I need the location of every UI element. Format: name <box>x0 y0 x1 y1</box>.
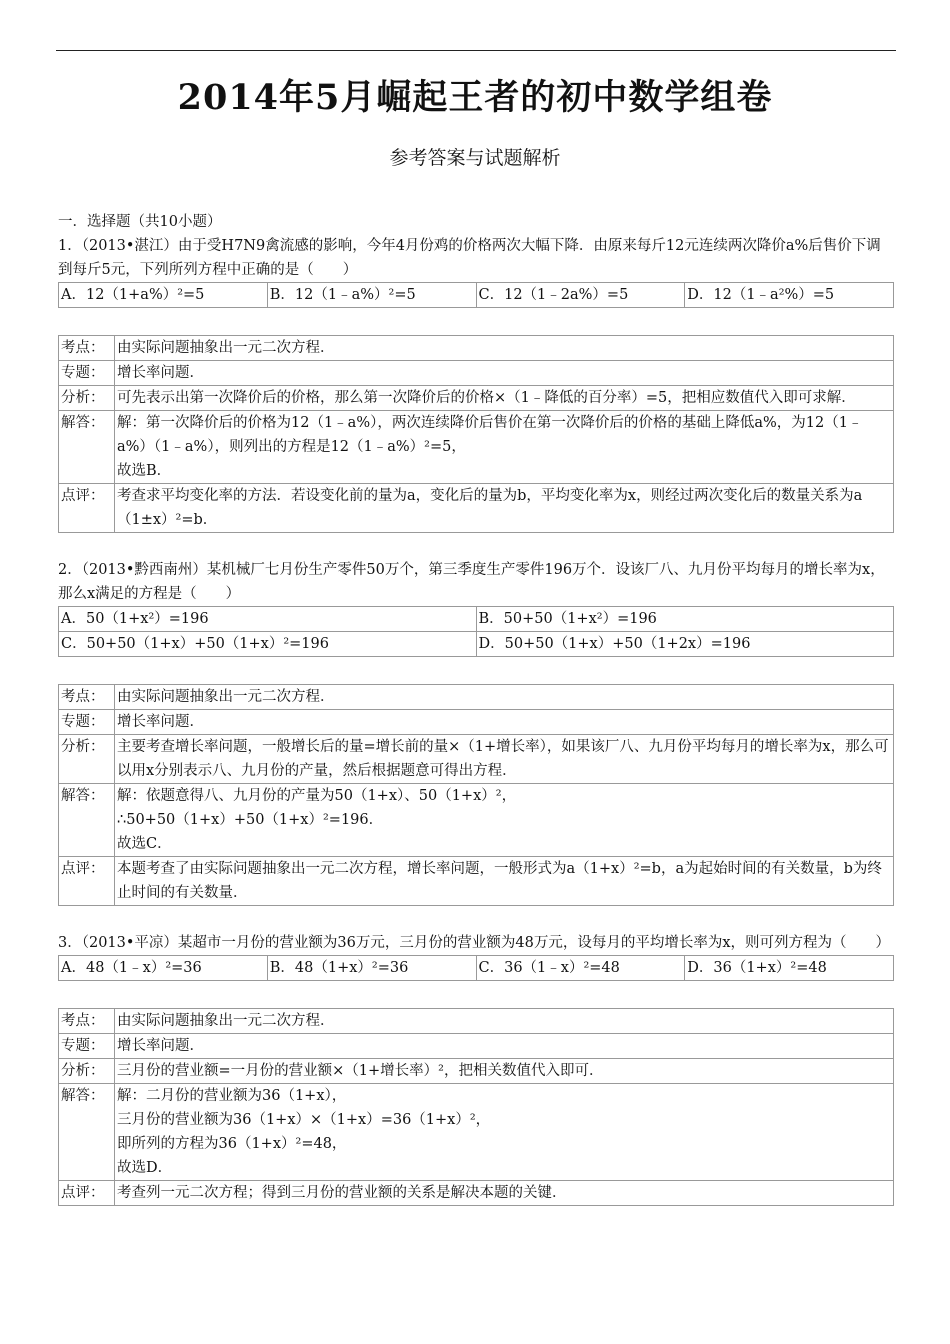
option-c: C．36（1﹣x）²=48 <box>476 956 685 981</box>
jieda-line: 故选B． <box>117 463 172 479</box>
option-c: C．12（1﹣2a%）=5 <box>476 283 685 308</box>
section-heading: 一．选择题（共10小题） <box>58 214 222 230</box>
value-zhuanti: 增长率问题． <box>115 710 894 735</box>
document-body <box>58 210 894 1206</box>
label-jieda: 解答： <box>59 784 115 857</box>
label-fenxi: 分析： <box>59 735 115 784</box>
label-zhuanti: 专题： <box>59 1034 115 1059</box>
value-fenxi: 可先表示出第一次降价后的价格，那么第一次降价后的价格×（1﹣降低的百分率）=5，把相应数值代入即可求解． <box>115 386 894 411</box>
jieda-line: 即所列的方程为36（1+x）²=48， <box>117 1136 347 1152</box>
jieda-line: 故选C． <box>117 836 172 852</box>
option-d: D．36（1+x）²=48 <box>685 956 894 981</box>
label-jieda: 解答： <box>59 1084 115 1181</box>
value-fenxi: 三月份的营业额=一月份的营业额×（1+增长率）²，把相关数值代入即可． <box>115 1059 894 1084</box>
option-c: C．50+50（1+x）+50（1+x）²=196 <box>59 632 477 657</box>
question-3-options <box>58 955 894 981</box>
jieda-line: 三月份的营业额为36（1+x）×（1+x）=36（1+x）²， <box>117 1112 491 1128</box>
value-kaodian: 由实际问题抽象出一元二次方程． <box>115 1009 894 1034</box>
value-dianping: 考查求平均变化率的方法．若设变化前的量为a，变化后的量为b，平均变化率为x，则经过两次变化后的数量关系为a（1±x）²=b． <box>115 484 894 533</box>
label-kaodian: 考点： <box>59 685 115 710</box>
label-dianping: 点评： <box>59 857 115 906</box>
page-subtitle: 参考答案与试题解析 <box>389 147 561 169</box>
label-kaodian: 考点： <box>59 336 115 361</box>
question-3-stem: 3．（2013•平凉）某超市一月份的营业额为36万元，三月份的营业额为48万元，设每月的平均增长率为x，则可列方程为（ ） <box>58 935 891 951</box>
option-d: D．12（1﹣a²%）=5 <box>685 283 894 308</box>
label-dianping: 点评： <box>59 484 115 533</box>
question-2-stem: 2．（2013•黔西南州）某机械厂七月份生产零件50万个，第三季度生产零件196万个．设该厂八、九月份平均每月的增长率为x，那么x满足的方程是（ ） <box>58 562 885 602</box>
option-b: B．12（1﹣a%）²=5 <box>267 283 476 308</box>
jieda-line: 解：二月份的营业额为36（1+x）， <box>117 1088 347 1104</box>
value-fenxi: 主要考查增长率问题，一般增长后的量=增长前的量×（1+增长率），如果该厂八、九月份平均每月的增长率为x，那么可以用x分别表示八、九月份的产量，然后根据题意可得出方程． <box>115 735 894 784</box>
jieda-line: 故选D． <box>117 1160 173 1176</box>
label-zhuanti: 专题： <box>59 361 115 386</box>
value-kaodian: 由实际问题抽象出一元二次方程． <box>115 336 894 361</box>
label-zhuanti: 专题： <box>59 710 115 735</box>
value-jieda <box>115 784 894 857</box>
question-2-options <box>58 606 894 657</box>
question-1-analysis <box>58 335 894 533</box>
page-title: 2014年5月崛起王者的初中数学组卷 <box>177 77 773 118</box>
option-b: B．48（1+x）²=36 <box>267 956 476 981</box>
header-rule <box>56 50 896 51</box>
option-b: B．50+50（1+x²）=196 <box>476 607 894 632</box>
value-dianping: 本题考查了由实际问题抽象出一元二次方程，增长率问题，一般形式为a（1+x）²=b，a为起始时间的有关数量，b为终止时间的有关数量． <box>115 857 894 906</box>
label-jieda: 解答： <box>59 411 115 484</box>
value-zhuanti: 增长率问题． <box>115 361 894 386</box>
jieda-line: 解：依题意得八、九月份的产量为50（1+x）、50（1+x）²， <box>117 788 517 804</box>
value-jieda <box>115 1084 894 1181</box>
question-2-analysis <box>58 684 894 906</box>
value-jieda <box>115 411 894 484</box>
label-kaodian: 考点： <box>59 1009 115 1034</box>
option-a: A．12（1+a%）²=5 <box>59 283 268 308</box>
label-dianping: 点评： <box>59 1181 115 1206</box>
value-kaodian: 由实际问题抽象出一元二次方程． <box>115 685 894 710</box>
value-zhuanti: 增长率问题． <box>115 1034 894 1059</box>
option-a: A．48（1﹣x）²=36 <box>59 956 268 981</box>
value-dianping: 考查列一元二次方程；得到三月份的营业额的关系是解决本题的关键． <box>115 1181 894 1206</box>
jieda-line: 解：第一次降价后的价格为12（1﹣a%），两次连续降价后售价在第一次降价后的价格的基础上降低a%，为12（1﹣a%）（1﹣a%），则列出的方程是12（1﹣a%）²=5， <box>117 415 863 455</box>
option-d: D．50+50（1+x）+50（1+2x）=196 <box>476 632 894 657</box>
jieda-line: ∴50+50（1+x）+50（1+x）²=196． <box>117 812 384 828</box>
label-fenxi: 分析： <box>59 1059 115 1084</box>
label-fenxi: 分析： <box>59 386 115 411</box>
question-3-analysis <box>58 1008 894 1206</box>
option-a: A．50（1+x²）=196 <box>59 607 477 632</box>
question-1-stem: 1．（2013•湛江）由于受H7N9禽流感的影响，今年4月份鸡的价格两次大幅下降．由原来每斤12元连续两次降价a%后售价下调到每斤5元，下列所列方程中正确的是（ ） <box>58 238 881 278</box>
question-1-options <box>58 282 894 308</box>
